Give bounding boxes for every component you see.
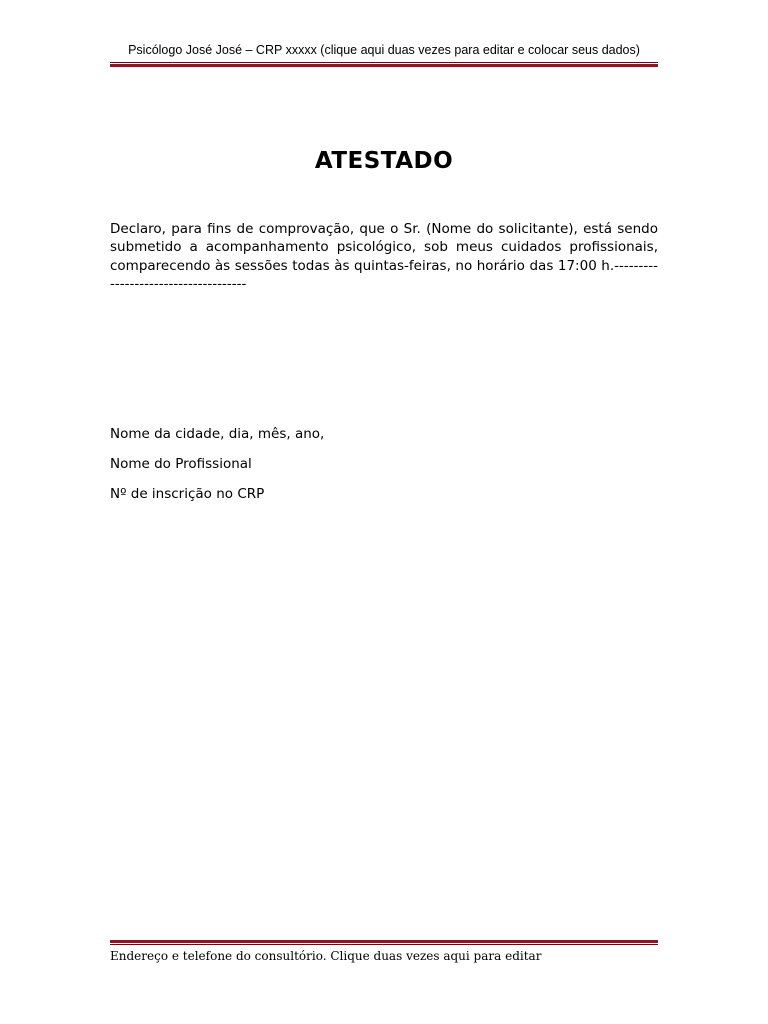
footer-rule-thin (110, 944, 658, 945)
footer-rule-thick (110, 940, 658, 943)
city-date-line: Nome da cidade, dia, mês, ano, (110, 426, 325, 442)
declaration-paragraph: Declaro, para fins de comprovação, que o Sr. (Nome do solicitante), está sendo submetido a acompanhamento psicológico, sob meus cuidados profissionais, comparecendo às sessões todas às quintas-feiras, no horário das 17:00 h.------------------------------------- (110, 221, 658, 292)
professional-name-line: Nome do Profissional (110, 456, 252, 472)
crp-number-line: Nº de inscrição no CRP (110, 486, 265, 502)
document-title: ATESTADO (314, 148, 454, 174)
header-rule-thin (110, 62, 658, 63)
footer-text[interactable]: Endereço e telefone do consultório. Clique duas vezes aqui para editar (110, 949, 542, 963)
header-text[interactable]: Psicólogo José José – CRP xxxxx (clique aqui duas vezes para editar e colocar seus dados) (128, 43, 640, 57)
header-rule-thick (110, 64, 658, 67)
